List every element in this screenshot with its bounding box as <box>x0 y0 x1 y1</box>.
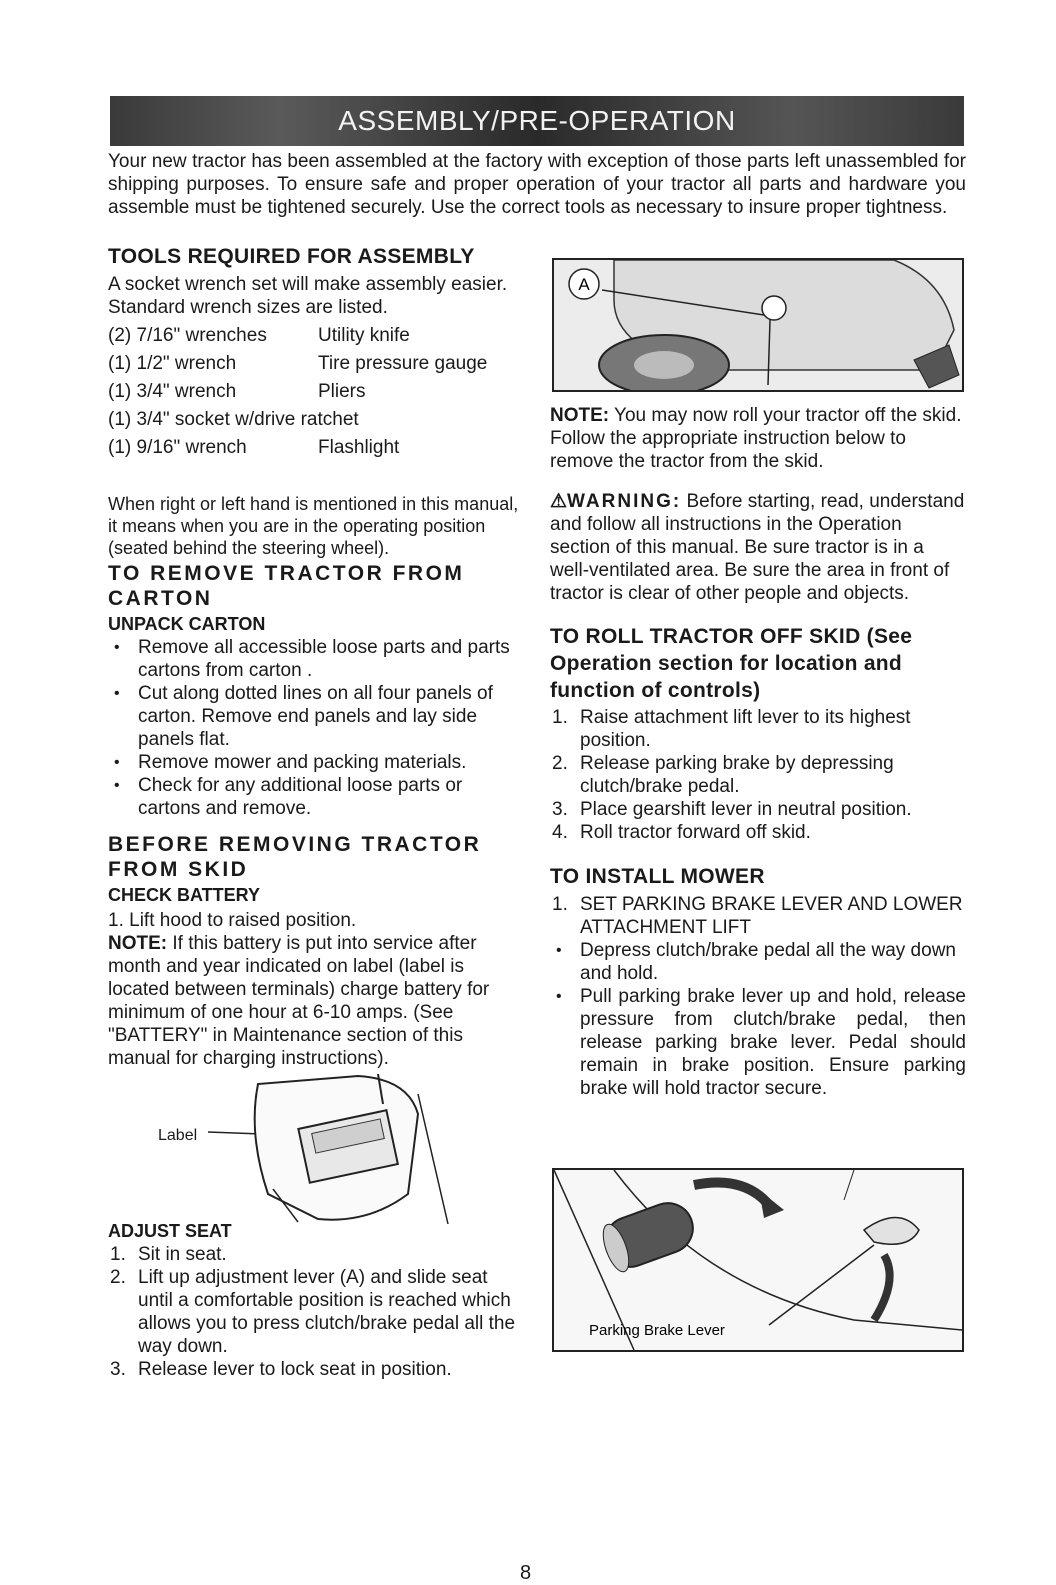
unpack-heading: UNPACK CARTON <box>108 614 266 634</box>
warning-text <box>550 490 966 605</box>
step-text: Raise attachment lift lever to its highest position. <box>580 707 911 751</box>
battery-illustration <box>108 1074 526 1224</box>
roll-steps <box>550 706 966 844</box>
warning-label: WARNING: <box>567 491 682 512</box>
step-number: 1. <box>552 707 568 728</box>
seat-figure <box>552 258 964 392</box>
list-item: • Remove mower and packing materials. <box>108 751 526 774</box>
install-heading: TO INSTALL MOWER <box>550 865 765 888</box>
step-number: 1. <box>552 894 568 915</box>
tool-item: Flashlight <box>318 437 400 458</box>
list-item: • Pull parking brake lever up and hold, release pressure from clutch/brake pedal, then release parking brake lever. Pedal should remain in brake position. Ensure parking brake will hold tractor secure. <box>550 985 966 1100</box>
tool-item: (1) 9/16" wrench <box>108 437 247 458</box>
tools-text: A socket wrench set will make assembly easier. Standard wrench sizes are listed. <box>108 274 508 318</box>
battery-label: Label <box>158 1127 198 1144</box>
battery-figure <box>108 1074 526 1224</box>
adjust-seat-heading: ADJUST SEAT <box>108 1221 232 1241</box>
parking-brake-label: Parking Brake Lever <box>589 1322 725 1339</box>
intro-paragraph: Your new tractor has been assembled at the factory with exception of those parts left unassembled for shipping purposes. To ensure safe and proper operation of your tractor all parts and hardware you assemble must be tightened securely. Use the correct tools as necessary to insure proper tightness. <box>108 151 966 218</box>
step-number: 2. <box>552 753 568 774</box>
battery-note <box>108 932 526 1070</box>
note-text: If this battery is put into service after month and year indicated on label (label is located between terminals) charge battery for minimum of one hour at 6-10 amps. (See "BATTERY" in Maintenance section of this manual for charging instructions). <box>108 933 490 1069</box>
list-item <box>108 1243 526 1266</box>
tools-heading: TOOLS REQUIRED FOR ASSEMBLY <box>108 245 475 268</box>
seat-steps <box>108 1243 526 1381</box>
list-item: • Depress clutch/brake pedal all the way down and hold. <box>550 939 966 985</box>
step-text: SET PARKING BRAKE LEVER AND LOWER ATTACHMENT LIFT <box>580 894 963 938</box>
install-steps <box>550 893 966 1100</box>
list-item <box>550 798 966 821</box>
list-item <box>550 821 966 844</box>
step-text: Place gearshift lever in neutral position. <box>580 799 912 820</box>
banner-title: ASSEMBLY/PRE-OPERATION <box>338 105 736 136</box>
tool-item: (1) 3/4" socket w/drive ratchet <box>108 409 359 430</box>
step-number: 2. <box>110 1267 126 1288</box>
tool-item: (2) 7/16" wrenches <box>108 325 267 346</box>
list-item <box>550 893 966 939</box>
step-text: Release parking brake by depressing clutch/brake pedal. <box>580 753 894 797</box>
parking-brake-illustration <box>554 1170 962 1350</box>
section-banner <box>110 96 964 146</box>
hand-note: When right or left hand is mentioned in this manual, it means when you are in the operating position (seated behind the steering wheel). <box>108 494 519 558</box>
tool-item: (1) 3/4" wrench <box>108 381 237 402</box>
tool-item: (1) 1/2" wrench <box>108 353 237 374</box>
step-text: Sit in seat. <box>138 1244 227 1265</box>
seat-callout-label: A <box>578 275 590 294</box>
warning-icon: ⚠ <box>550 491 568 512</box>
before-heading: BEFORE REMOVING TRACTOR FROM SKID <box>108 833 482 881</box>
tool-item: Pliers <box>318 381 366 402</box>
step-number: 3. <box>110 1359 126 1380</box>
note-text: You may now roll your tractor off the skid. Follow the appropriate instruction below to remove the tractor from the skid. <box>550 405 962 472</box>
warning-body: Before starting, read, understand and follow all instructions in the Operation section of this manual. Be sure tractor is in a well-ventilated area. Be sure the area in front of tractor is clear of other people and objects. <box>550 491 965 604</box>
list-item <box>550 706 966 752</box>
step-number: 1. <box>110 1244 126 1265</box>
check-battery-heading: CHECK BATTERY <box>108 885 260 905</box>
list-item: • Check for any additional loose parts or cartons and remove. <box>108 774 526 820</box>
tool-item: Tire pressure gauge <box>318 353 488 374</box>
skid-note <box>550 404 966 473</box>
tools-list <box>108 324 526 459</box>
step-text: Lift up adjustment lever (A) and slide seat until a comfortable position is reached which allows you to press clutch/brake pedal all the way down. <box>138 1267 516 1357</box>
list-item: • Cut along dotted lines on all four panels of carton. Remove end panels and lay side panels flat. <box>108 682 526 751</box>
list-item <box>108 1358 526 1381</box>
step-number: 4. <box>552 822 568 843</box>
remove-heading: TO REMOVE TRACTOR FROM CARTON <box>108 562 465 610</box>
tool-item: Utility knife <box>318 325 410 346</box>
seat-illustration <box>554 260 962 390</box>
roll-heading: TO ROLL TRACTOR OFF SKID (See Operation section for location and function of controls) <box>550 625 913 702</box>
parking-brake-figure <box>552 1168 964 1352</box>
page-number: 8 <box>520 1562 532 1584</box>
battery-step: 1. Lift hood to raised position. <box>108 910 357 931</box>
step-text: Release lever to lock seat in position. <box>138 1359 452 1380</box>
note-label: NOTE: <box>108 933 168 954</box>
list-item <box>550 752 966 798</box>
left-column <box>108 244 526 1381</box>
list-item <box>108 1266 526 1358</box>
unpack-list <box>108 636 526 820</box>
step-text: Roll tractor forward off skid. <box>580 822 811 843</box>
list-item: • Remove all accessible loose parts and parts cartons from carton . <box>108 636 526 682</box>
right-column <box>550 490 966 1100</box>
note-label: NOTE: <box>550 405 610 426</box>
step-number: 3. <box>552 799 568 820</box>
